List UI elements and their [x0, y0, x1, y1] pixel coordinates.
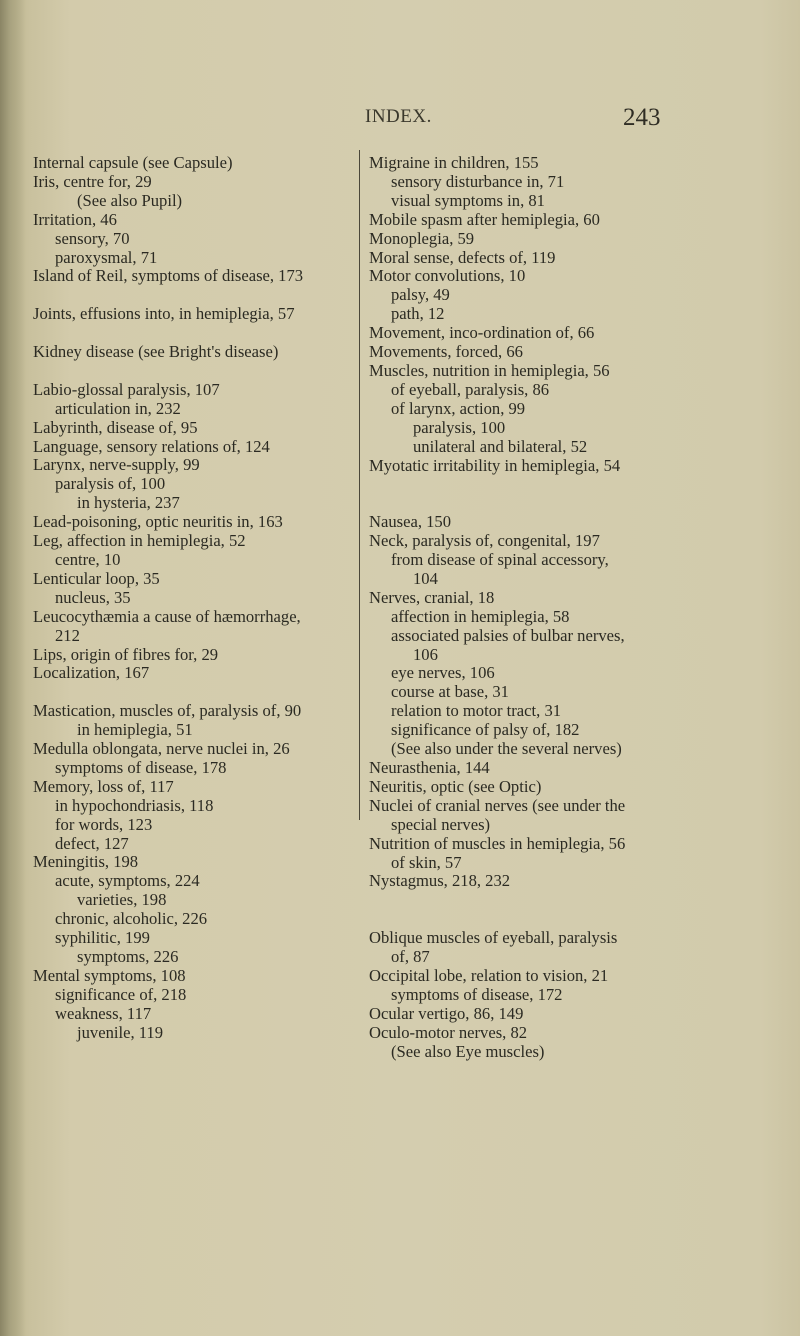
index-entry: Nystagmus, 218, 232	[369, 871, 511, 891]
index-subentry: juvenile, 119	[77, 1022, 164, 1042]
index-subentry: sensory disturbance in, 71	[391, 171, 565, 191]
index-entry: Muscles, nutrition in hemiplegia, 56	[369, 360, 610, 380]
index-column-left	[33, 154, 351, 1043]
index-entry: Nutrition of muscles in hemiplegia, 56	[369, 833, 626, 853]
index-entry: Monoplegia, 59	[369, 228, 475, 248]
index-subentry: symptoms, 226	[77, 947, 179, 966]
index-entry: Oblique muscles of eyeball, paralysis	[369, 928, 618, 948]
index-subentry: affection in hemiplegia, 58	[391, 606, 570, 626]
index-subentry: special nerves)	[391, 814, 491, 834]
index-subentry: 106	[413, 644, 438, 664]
index-entry: Mental symptoms, 108	[33, 965, 186, 985]
index-subentry: articulation in, 232	[55, 398, 181, 418]
index-subentry: palsy, 49	[391, 285, 450, 305]
index-subentry: of larynx, action, 99	[391, 398, 526, 418]
index-entry: Labio-glossal paralysis, 107	[33, 379, 220, 399]
index-subentry: sensory, 70	[55, 228, 130, 248]
index-subentry: defect, 127	[55, 833, 129, 853]
index-subentry: weakness, 117	[55, 1003, 152, 1023]
index-entry: Leg, affection in hemiplegia, 52	[33, 531, 246, 551]
section-gap	[33, 683, 351, 702]
index-subentry: chronic, alcoholic, 226	[55, 909, 208, 929]
index-entry: Nausea, 150	[369, 512, 452, 532]
index-entry: Mobile spasm after hemiplegia, 60	[369, 209, 600, 229]
index-subentry: of, 87	[391, 947, 430, 967]
section-gap	[369, 891, 714, 929]
index-entry: Lips, origin of fibres for, 29	[33, 644, 219, 664]
index-subentry: (See also Pupil)	[77, 190, 183, 210]
index-entry: Movements, forced, 66	[369, 342, 523, 362]
index-subentry: of skin, 57	[391, 852, 462, 872]
index-entry: Lenticular loop, 35	[33, 568, 160, 588]
index-subentry: centre, 10	[55, 549, 121, 569]
index-entry: Occipital lobe, relation to vision, 21	[369, 965, 609, 985]
index-subentry: 212	[55, 625, 80, 645]
index-subentry: (See also under the several nerves)	[391, 739, 622, 759]
section-gap	[369, 475, 714, 513]
index-entry: Irritation, 46	[33, 209, 117, 229]
index-subentry: 104	[413, 568, 438, 588]
index-entry: Localization, 167	[33, 663, 150, 683]
section-gap	[33, 324, 351, 343]
index-entry: Language, sensory relations of, 124	[33, 436, 270, 456]
index-subentry: paralysis of, 100	[55, 474, 166, 494]
index-entry: Mastication, muscles of, paralysis of, 90	[33, 701, 302, 721]
index-subentry: nucleus, 35	[55, 587, 131, 607]
index-subentry: unilateral and bilateral, 52	[413, 436, 588, 456]
index-subentry: of eyeball, paralysis, 86	[391, 379, 550, 399]
index-subentry: significance of palsy of, 182	[391, 720, 580, 740]
index-entry: Internal capsule (see Capsule)	[33, 153, 233, 172]
index-entry: Iris, centre for, 29	[33, 171, 152, 191]
index-subentry: for words, 123	[55, 814, 153, 834]
index-entry: Joints, effusions into, in hemiplegia, 57	[33, 304, 295, 324]
index-subentry: path, 12	[391, 304, 445, 324]
index-entry: Medulla oblongata, nerve nuclei in, 26	[33, 739, 290, 759]
index-subentry: eye nerves, 106	[391, 663, 495, 683]
index-subentry: in hysteria, 237	[77, 493, 180, 513]
section-gap	[33, 286, 351, 305]
index-subentry: paroxysmal, 71	[55, 247, 158, 267]
index-entry: Nuclei of cranial nerves (see under the	[369, 795, 626, 815]
page-spine-shadow	[0, 0, 26, 1336]
index-entry: Meningitis, 198	[33, 852, 139, 872]
index-entry: Ocular vertigo, 86, 149	[369, 1003, 524, 1023]
index-entry: Myotatic irritability in hemiplegia, 54	[369, 455, 621, 475]
page-number: 243	[623, 104, 661, 131]
index-subentry: syphilitic, 199	[55, 928, 150, 948]
index-subentry: acute, symptoms, 224	[55, 871, 200, 891]
page-header	[0, 104, 800, 134]
index-entry: Neck, paralysis of, congenital, 197	[369, 531, 600, 551]
index-entry: Motor convolutions, 10	[369, 266, 526, 286]
index-subentry: course at base, 31	[391, 682, 509, 702]
index-subentry: from disease of spinal accessory,	[391, 550, 609, 570]
index-entry: Moral sense, defects of, 119	[369, 247, 556, 267]
running-head-title: INDEX.	[365, 106, 432, 127]
index-entry: Island of Reil, symptoms of disease, 173	[33, 266, 304, 286]
index-entry: Lead-poisoning, optic neuritis in, 163	[33, 512, 283, 532]
index-entry: Oculo-motor nerves, 82	[369, 1022, 528, 1042]
index-subentry: visual symptoms in, 81	[391, 190, 545, 210]
index-subentry: symptoms of disease, 172	[391, 984, 563, 1004]
index-subentry: associated palsies of bulbar nerves,	[391, 625, 625, 645]
index-entry: Neuritis, optic (see Optic)	[369, 776, 542, 796]
index-entry: Kidney disease (see Bright's disease)	[33, 342, 279, 362]
section-gap	[33, 362, 351, 381]
index-subentry: varieties, 198	[77, 890, 167, 910]
index-subentry: (See also Eye muscles)	[391, 1041, 545, 1061]
index-entry: Nerves, cranial, 18	[369, 587, 495, 607]
index-entry: Movement, inco-ordination of, 66	[369, 323, 595, 343]
index-subentry: in hemiplegia, 51	[77, 720, 193, 740]
index-entry: Labyrinth, disease of, 95	[33, 417, 198, 437]
index-entry: Larynx, nerve-supply, 99	[33, 455, 200, 475]
index-subentry: significance of, 218	[55, 984, 187, 1004]
column-divider	[359, 150, 360, 820]
index-subentry: symptoms of disease, 178	[55, 757, 227, 777]
index-entry: Leucocythæmia a cause of hæmorrhage,	[33, 606, 301, 626]
index-entry: Neurasthenia, 144	[369, 757, 490, 777]
index-subentry: in hypochondriasis, 118	[55, 795, 214, 815]
index-subentry: paralysis, 100	[413, 417, 506, 437]
index-entry: Migraine in children, 155	[369, 153, 539, 172]
index-subentry: relation to motor tract, 31	[391, 701, 562, 721]
index-column-right	[369, 154, 714, 1061]
index-entry: Memory, loss of, 117	[33, 776, 174, 796]
